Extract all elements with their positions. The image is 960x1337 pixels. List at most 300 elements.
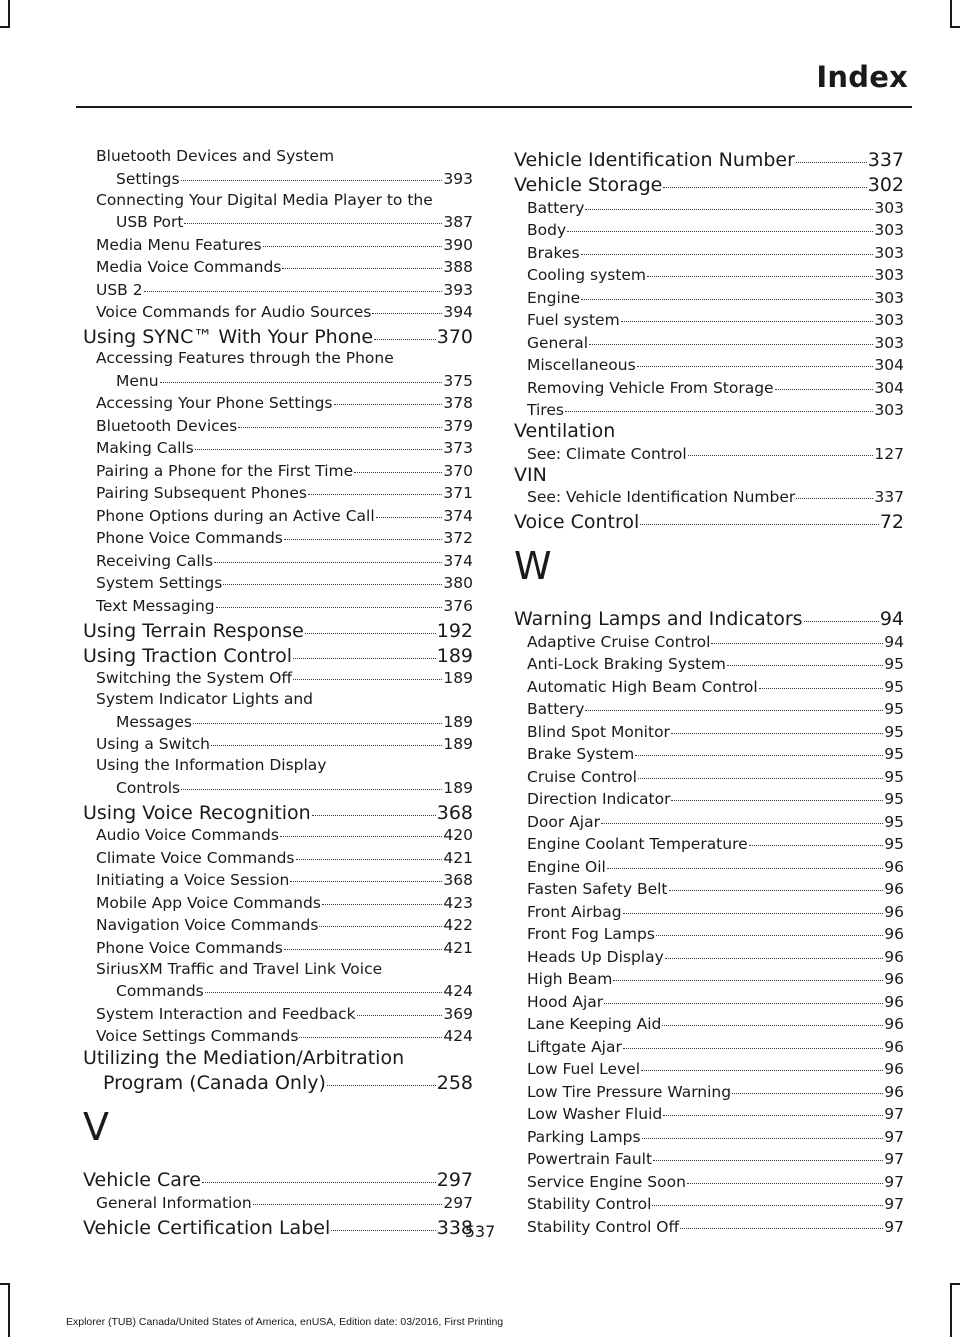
entry-page: 95: [884, 812, 904, 831]
entry-page: 189: [436, 644, 473, 667]
entry-text: Powertrain Fault: [527, 1150, 653, 1168]
index-entry: [96, 869, 473, 892]
entry-text: Media Menu Features: [96, 235, 262, 254]
dot-leader: [804, 605, 879, 622]
dot-leader: [193, 710, 442, 724]
index-entry: [527, 241, 904, 264]
entry-page: 97: [884, 1172, 904, 1191]
index-sub-entry: [83, 301, 473, 324]
entry-text: Engine: [527, 288, 581, 307]
entry-text: Lane Keeping Aid: [527, 1015, 662, 1033]
index-main-entry: [514, 171, 904, 196]
dot-leader: [656, 923, 883, 937]
index-sub-entry: [83, 846, 473, 869]
dot-leader: [635, 743, 883, 757]
index-entry: [96, 549, 473, 572]
index-sub-entry: [83, 1025, 473, 1048]
dot-leader: [604, 990, 883, 1004]
dot-leader: [565, 399, 873, 413]
dot-leader: [195, 437, 443, 451]
index-entry: [527, 765, 904, 788]
index-sub-entry: [83, 869, 473, 892]
dot-leader: [621, 309, 874, 323]
index-entry: [527, 1148, 904, 1171]
index-entry: [96, 846, 473, 869]
index-entry: [96, 278, 473, 301]
index-sub-entry: [514, 219, 904, 242]
entry-page: 95: [884, 767, 904, 786]
dot-leader: [638, 765, 883, 779]
index-sub-entry: [514, 810, 904, 833]
index-column-right: [514, 146, 904, 1238]
index-entry: [527, 1193, 904, 1216]
entry-page: 96: [884, 925, 904, 943]
entry-page: 303: [874, 288, 904, 307]
index-entry: [527, 788, 904, 811]
index-entry: [96, 733, 473, 756]
index-entry: [527, 698, 904, 721]
crop-mark-top-right: [950, 0, 952, 28]
index-sub-entry: [514, 399, 904, 422]
index-entry: [527, 286, 904, 309]
entry-page: 379: [443, 416, 473, 435]
entry-page: 303: [874, 333, 904, 352]
dot-leader: [305, 617, 436, 634]
entry-text: Stability Control: [527, 1195, 652, 1213]
index-entry: [96, 710, 473, 733]
entry-page: 96: [884, 880, 904, 898]
index-sub-entry: [83, 572, 473, 595]
entry-page: 337: [874, 488, 904, 506]
dot-leader: [253, 1191, 443, 1205]
index-entry: [527, 1080, 904, 1103]
index-main-entry: [83, 617, 473, 642]
index-entry: [96, 482, 473, 505]
entry-text: Vehicle Storage: [514, 174, 663, 196]
index-sub-entry: [83, 527, 473, 550]
entry-page: 96: [884, 902, 904, 921]
entry-page: 97: [884, 1195, 904, 1213]
entry-text: Pairing a Phone for the First Time: [96, 461, 354, 480]
entry-text: Navigation Voice Commands: [96, 916, 319, 934]
index-entry: [527, 990, 904, 1013]
entry-text: Media Voice Commands: [96, 258, 282, 276]
entry-text: General Information: [96, 1193, 252, 1212]
dot-leader: [653, 1148, 883, 1162]
entry-text: Bluetooth Devices: [96, 416, 238, 435]
entry-text: Miscellaneous: [527, 356, 636, 374]
entry-text: Cooling system: [527, 266, 647, 284]
index-entry: [96, 504, 473, 527]
entry-page: 393: [443, 280, 473, 299]
index-entry: [83, 617, 473, 642]
index-sub-entry: [83, 594, 473, 617]
dot-leader: [372, 301, 442, 315]
entry-text-line1: Bluetooth Devices and System: [96, 147, 335, 165]
dot-leader: [641, 1058, 883, 1072]
index-entry: [527, 376, 904, 399]
index-sub-entry: [514, 1103, 904, 1126]
index-entry: [527, 1125, 904, 1148]
dot-leader: [727, 653, 883, 667]
dot-leader: [223, 572, 442, 586]
dot-leader: [181, 167, 443, 181]
edition-footer: Explorer (TUB) Canada/United States of America, enUSA, Edition date: 03/2016, First Printing: [66, 1316, 504, 1328]
entry-text: USB 2: [96, 280, 143, 299]
dot-leader: [652, 1193, 883, 1207]
index-entry: [96, 936, 473, 959]
entry-text: Service Engine Soon: [527, 1172, 686, 1191]
entry-text: High Beam: [527, 970, 613, 988]
entry-text: Phone Voice Commands: [96, 938, 283, 957]
index-sub-entry: [83, 146, 473, 190]
index-entry: [527, 1103, 904, 1126]
entry-text: Stability Control Off: [527, 1217, 680, 1236]
entry-text: Receiving Calls: [96, 551, 214, 570]
index-sub-entry: [83, 233, 473, 256]
index-entry: [96, 572, 473, 595]
index-sub-entry: [514, 1148, 904, 1171]
dot-leader: [663, 171, 866, 188]
index-entry: [527, 486, 904, 509]
entry-page: 96: [884, 1037, 904, 1056]
entry-text: Pairing Subsequent Phones: [96, 484, 307, 502]
index-entry: [96, 437, 473, 460]
entry-page: 95: [884, 700, 904, 718]
entry-text: Automatic High Beam Control: [527, 677, 758, 696]
entry-page: 192: [436, 619, 473, 642]
dot-leader: [589, 331, 873, 345]
dot-leader: [796, 486, 873, 500]
index-column-left: [83, 146, 473, 1239]
entry-text: Switching the System Off: [96, 669, 293, 687]
index-entry: [514, 605, 904, 630]
index-entry: [527, 855, 904, 878]
entry-text-line1: Accessing Features through the Phone: [96, 349, 394, 367]
entry-page: 97: [884, 1150, 904, 1168]
entry-page: 96: [884, 1060, 904, 1078]
index-sub-entry: [83, 278, 473, 301]
entry-page: 303: [874, 221, 904, 239]
index-entry: [527, 1035, 904, 1058]
entry-text: Liftgate Ajar: [527, 1037, 622, 1056]
dot-leader: [374, 323, 436, 340]
index-sub-entry: [83, 959, 473, 1003]
index-entry: [96, 1191, 473, 1214]
entry-text: Engine Oil: [527, 857, 606, 876]
index-main-entry: [83, 1047, 473, 1094]
entry-text: Settings: [116, 169, 180, 188]
entry-page: 388: [443, 258, 473, 276]
entry-text: Initiating a Voice Session: [96, 871, 290, 889]
entry-page: 374: [443, 506, 473, 525]
index-entry: [96, 256, 473, 279]
dot-leader: [775, 376, 874, 390]
entry-page: 96: [884, 947, 904, 966]
index-entry: [527, 442, 904, 465]
index-entry: [83, 1069, 473, 1094]
entry-page: 378: [443, 394, 473, 412]
dot-leader: [662, 1013, 883, 1027]
entry-page: 390: [443, 235, 473, 254]
entry-text: Parking Lamps: [527, 1127, 641, 1146]
entry-page: 303: [874, 198, 904, 217]
entry-text: Using SYNC™ With Your Phone: [83, 326, 374, 348]
entry-text: Blind Spot Monitor: [527, 722, 670, 741]
entry-page: 72: [879, 511, 904, 533]
dot-leader: [211, 733, 442, 747]
entry-page: 370: [443, 461, 473, 480]
index-entry: [96, 233, 473, 256]
dot-leader: [601, 810, 883, 824]
dot-leader: [216, 594, 443, 608]
entry-page: 189: [443, 669, 473, 687]
entry-page: 96: [884, 1015, 904, 1033]
entry-text: Voice Control: [514, 511, 640, 533]
entry-text: Removing Vehicle From Storage: [527, 378, 774, 397]
entry-text: Hood Ajar: [527, 992, 604, 1011]
index-entry: [96, 527, 473, 550]
entry-page: 95: [884, 722, 904, 741]
index-sub-entry: [514, 1125, 904, 1148]
entry-page: 304: [874, 356, 904, 374]
entry-text: Battery: [527, 198, 585, 217]
entry-text: Brakes: [527, 243, 580, 262]
dot-leader: [623, 900, 884, 914]
entry-text: Messages: [116, 712, 193, 731]
entry-text: Using a Switch: [96, 735, 210, 753]
entry-page: 94: [879, 608, 904, 630]
entry-page: 370: [436, 326, 473, 348]
index-entry: [527, 1058, 904, 1081]
index-sub-entry: [514, 855, 904, 878]
entry-page: 96: [884, 992, 904, 1011]
index-sub-entry: [83, 667, 473, 690]
entry-page: 337: [867, 149, 904, 171]
dot-leader: [665, 945, 883, 959]
index-entry: [514, 508, 904, 533]
index-entry: [96, 594, 473, 617]
dot-leader: [671, 720, 883, 734]
index-sub-entry: [514, 1058, 904, 1081]
entry-text: Vehicle Care: [83, 1169, 201, 1191]
entry-page: 95: [884, 655, 904, 673]
dot-leader: [581, 241, 874, 255]
dot-leader: [202, 1166, 436, 1183]
index-sub-entry: [83, 936, 473, 959]
index-sub-entry: [514, 331, 904, 354]
index-sub-entry: [514, 1193, 904, 1216]
dot-leader: [327, 1069, 436, 1086]
entry-text: Vehicle Identification Number: [514, 149, 795, 171]
entry-text: Phone Options during an Active Call: [96, 506, 375, 525]
index-sub-entry: [514, 653, 904, 676]
index-entry: [527, 1013, 904, 1036]
entry-text: General: [527, 333, 589, 352]
entry-text: Voice Settings Commands: [96, 1027, 299, 1045]
index-entry: [527, 264, 904, 287]
dot-leader: [669, 878, 884, 892]
index-sub-entry: [514, 698, 904, 721]
entry-text: Door Ajar: [527, 812, 600, 831]
entry-text: Front Fog Lamps: [527, 925, 655, 943]
entry-text: Commands: [116, 982, 204, 1000]
index-entry: [96, 980, 473, 1003]
dot-leader: [581, 286, 873, 300]
entry-text: Engine Coolant Temperature: [527, 835, 748, 853]
index-entry: [527, 923, 904, 946]
dot-leader: [613, 968, 883, 982]
index-entry: [96, 167, 473, 190]
dot-leader: [290, 869, 442, 883]
entry-page: 368: [443, 871, 473, 889]
entry-page: 422: [443, 916, 473, 934]
index-sub-entry: [83, 689, 473, 733]
index-entry: [514, 146, 904, 171]
entry-text: Text Messaging: [96, 596, 215, 615]
dot-leader: [334, 392, 443, 406]
crop-mark-bottom-left: [8, 1283, 10, 1337]
entry-page: 373: [443, 439, 473, 457]
entry-text: See: Vehicle Identification Number: [527, 488, 796, 506]
index-entry: [96, 667, 473, 690]
crop-mark-bottom-right: [950, 1283, 960, 1285]
entry-page: 303: [874, 311, 904, 329]
index-sub-entry: [514, 833, 904, 856]
entry-page: 302: [867, 174, 904, 196]
entry-page: 303: [874, 266, 904, 284]
entry-page: 424: [443, 1027, 473, 1045]
index-entry: [527, 743, 904, 766]
index-sub-entry: [514, 900, 904, 923]
index-entry: [527, 196, 904, 219]
index-sub-entry: [514, 788, 904, 811]
entry-text: Low Tire Pressure Warning: [527, 1082, 732, 1101]
index-sub-entry: [514, 241, 904, 264]
index-entry: [527, 720, 904, 743]
dot-leader: [284, 936, 443, 950]
index-heading: VIN: [514, 463, 547, 486]
index-sub-entry: [83, 256, 473, 279]
section-letter: W: [514, 544, 552, 588]
dot-leader: [299, 1025, 442, 1039]
entry-page: 97: [884, 1217, 904, 1236]
index-sub-entry: [514, 1013, 904, 1036]
entry-page: 303: [874, 401, 904, 419]
index-sub-entry: [83, 392, 473, 415]
dot-leader: [688, 442, 874, 456]
index-sub-entry: [83, 755, 473, 799]
entry-page: 304: [874, 378, 904, 397]
index-main-entry: [83, 1166, 473, 1191]
index-entry: [527, 331, 904, 354]
index-entry: [96, 369, 473, 392]
index-sub-entry: [83, 824, 473, 847]
entry-text: Menu: [116, 371, 159, 390]
dot-leader: [567, 219, 873, 233]
entry-page: 420: [443, 826, 473, 844]
dot-leader: [642, 1125, 884, 1139]
dot-leader: [205, 980, 443, 994]
dot-leader: [585, 698, 883, 712]
index-sub-entry: [514, 354, 904, 377]
dot-leader: [663, 1103, 883, 1117]
index-sub-entry: [514, 630, 904, 653]
index-sub-entry: [514, 1035, 904, 1058]
index-sub-entry: [514, 968, 904, 991]
index-entry: [83, 1166, 473, 1191]
index-entry: [96, 414, 473, 437]
index-sub-entry: [83, 414, 473, 437]
index-main-entry: [83, 799, 473, 824]
entry-text: USB Port: [116, 213, 184, 231]
entry-page: 394: [443, 303, 473, 321]
index-sub-entry: [83, 1191, 473, 1214]
entry-text: System Interaction and Feedback: [96, 1004, 356, 1023]
dot-leader: [293, 667, 442, 681]
entry-page: 258: [436, 1072, 473, 1094]
crop-mark-top-left: [8, 0, 10, 28]
index-sub-entry: [83, 190, 473, 234]
entry-page: 371: [443, 484, 473, 502]
dot-leader: [640, 508, 879, 525]
index-sub-entry: [514, 442, 904, 465]
entry-page: 424: [443, 982, 473, 1000]
index-sub-entry: [514, 376, 904, 399]
entry-page: 189: [443, 712, 473, 731]
entry-text: Tires: [527, 401, 564, 419]
index-entry: [96, 1025, 473, 1048]
entry-page: 297: [436, 1169, 473, 1191]
entry-page: 376: [443, 596, 473, 615]
entry-text: Brake System: [527, 745, 635, 763]
entry-page: 95: [884, 835, 904, 853]
index-sub-entry: [514, 720, 904, 743]
index-entry: [83, 799, 473, 824]
index-entry: [514, 171, 904, 196]
index-main-entry: [514, 146, 904, 171]
entry-page: 374: [443, 551, 473, 570]
dot-leader: [687, 1170, 883, 1184]
entry-page: 297: [443, 1193, 473, 1212]
index-entry: [527, 968, 904, 991]
entry-page: 97: [884, 1105, 904, 1123]
index-sub-entry: [514, 743, 904, 766]
dot-leader: [732, 1080, 883, 1094]
entry-page: 375: [443, 371, 473, 390]
index-entry: [527, 945, 904, 968]
index-entry: [96, 459, 473, 482]
dot-leader: [354, 459, 442, 473]
index-sub-entry: [514, 945, 904, 968]
index-entry: [96, 301, 473, 324]
page-number: 537: [464, 1222, 496, 1241]
entry-text-line1: Connecting Your Digital Media Player to the: [96, 190, 433, 209]
entry-page: 369: [443, 1004, 473, 1023]
entry-text: Low Fuel Level: [527, 1060, 641, 1078]
index-entry: [527, 630, 904, 653]
dot-leader: [711, 630, 883, 644]
dot-leader: [749, 833, 884, 847]
entry-text: Front Airbag: [527, 902, 622, 921]
entry-text: Adaptive Cruise Control: [527, 632, 711, 651]
entry-text: System Settings: [96, 574, 223, 592]
entry-text: Battery: [527, 700, 585, 718]
dot-leader: [759, 675, 884, 689]
index-main-entry: [514, 508, 904, 533]
dot-leader: [263, 233, 443, 247]
dot-leader: [637, 354, 874, 368]
